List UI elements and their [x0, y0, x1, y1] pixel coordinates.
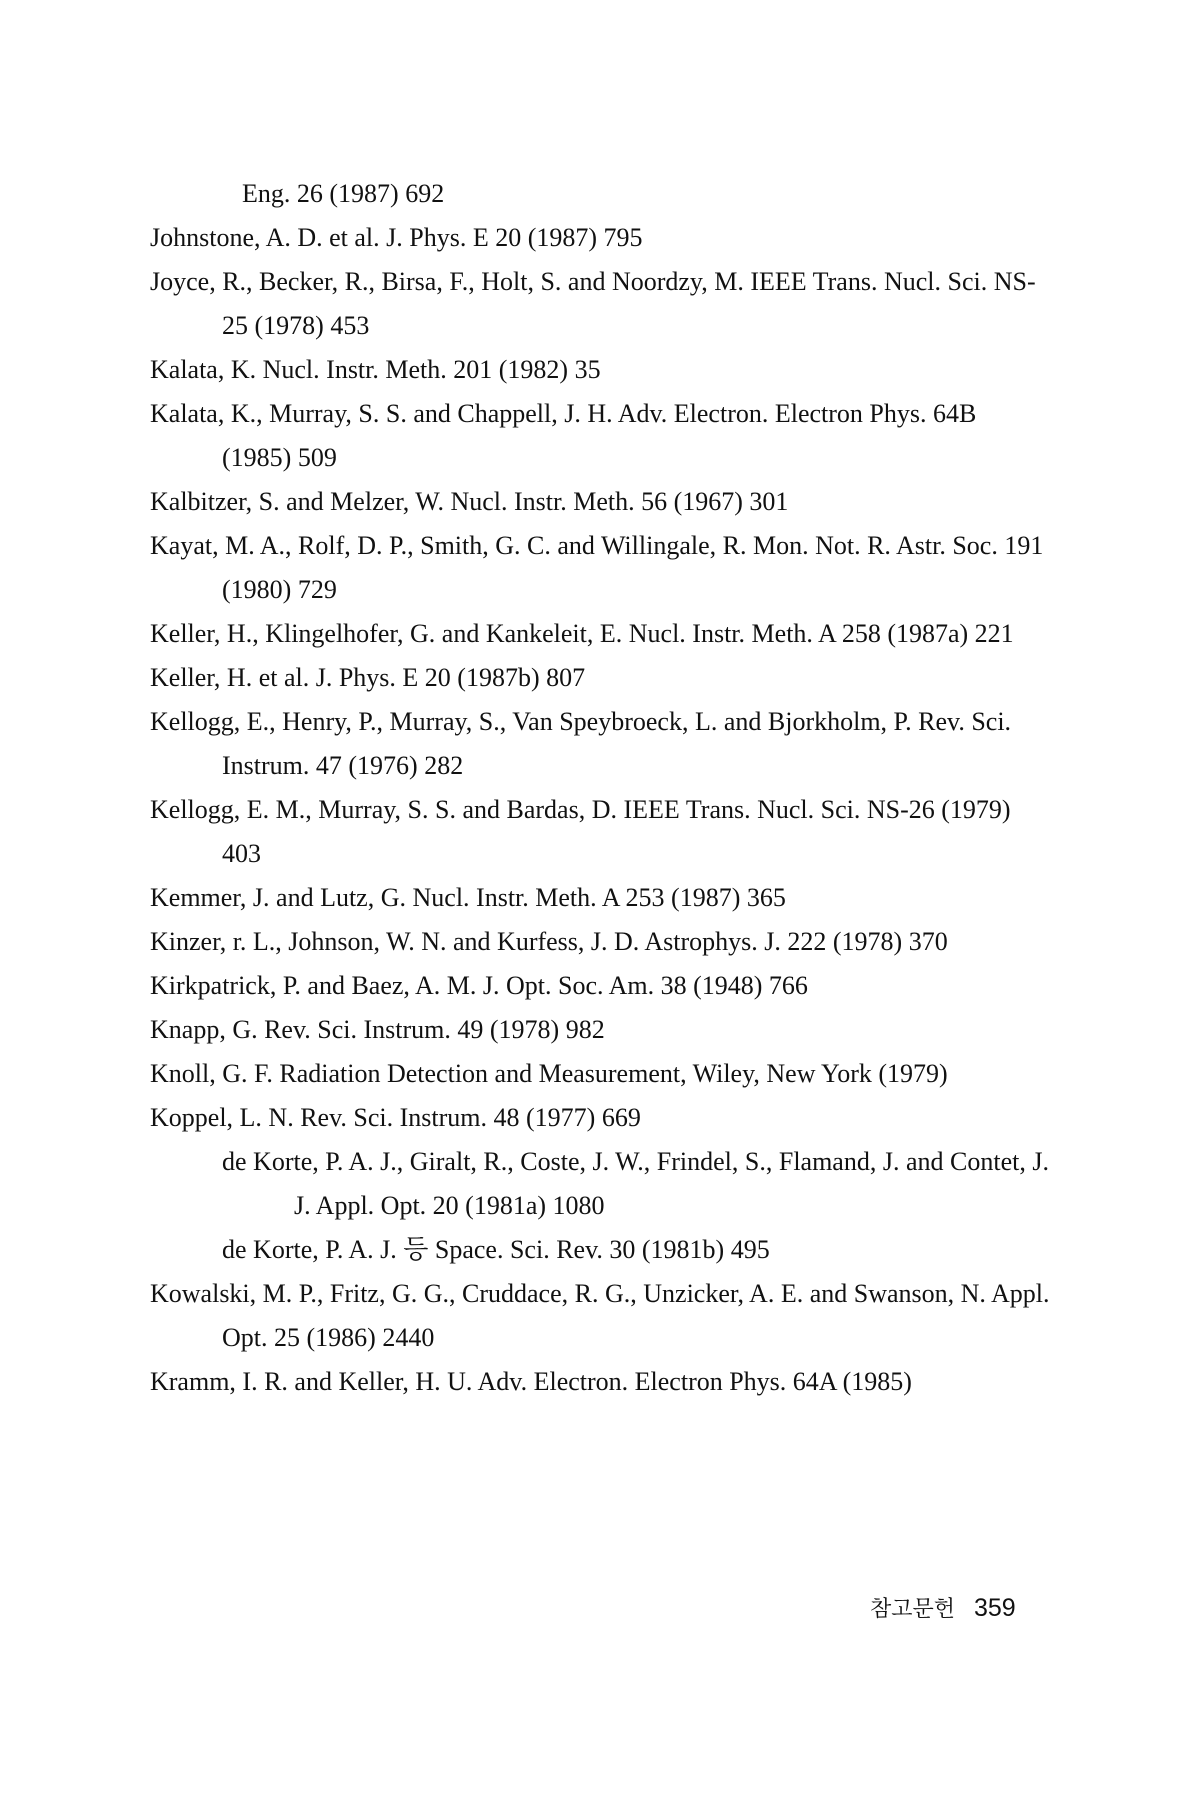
reference-entry: Kalata, K. Nucl. Instr. Meth. 201 (1982) 35: [150, 355, 601, 384]
reference-entry: Koppel, L. N. Rev. Sci. Instrum. 48 (1977) 669: [150, 1103, 641, 1132]
reference-entry: Kalbitzer, S. and Melzer, W. Nucl. Instr. Meth. 56 (1967) 301: [150, 487, 789, 516]
reference-entry: de Korte, P. A. J., Giralt, R., Coste, J. W., Frindel, S., Flamand, J. and Contet, J. J. Appl. Opt. 20 (1981a) 1080: [222, 1147, 1049, 1220]
reference-entry: Keller, H., Klingelhofer, G. and Kankeleit, E. Nucl. Instr. Meth. A 258 (1987a) 221: [150, 619, 1014, 648]
reference-entry: Kramm, I. R. and Keller, H. U. Adv. Electron. Electron Phys. 64A (1985): [150, 1367, 912, 1396]
page-number: 359: [973, 1594, 1016, 1622]
reference-entry: Kirkpatrick, P. and Baez, A. M. J. Opt. Soc. Am. 38 (1948) 766: [150, 971, 808, 1000]
reference-entry: Joyce, R., Becker, R., Birsa, F., Holt, S. and Noordzy, M. IEEE Trans. Nucl. Sci. NS-25 (1978) 453: [150, 267, 1036, 340]
reference-list: [150, 172, 1050, 1404]
reference-entry: Kowalski, M. P., Fritz, G. G., Cruddace, R. G., Unzicker, A. E. and Swanson, N. Appl. Opt. 25 (1986) 2440: [150, 1279, 1050, 1352]
reference-entry: Johnstone, A. D. et al. J. Phys. E 20 (1987) 795: [150, 223, 643, 252]
reference-entry: Kellogg, E. M., Murray, S. S. and Bardas, D. IEEE Trans. Nucl. Sci. NS-26 (1979) 403: [150, 795, 1011, 868]
section-label: 참고문헌: [870, 1597, 956, 1622]
reference-entry: Kellogg, E., Henry, P., Murray, S., Van Speybroeck, L. and Bjorkholm, P. Rev. Sci. Instrum. 47 (1976) 282: [150, 707, 1012, 780]
reference-entry: Kayat, M. A., Rolf, D. P., Smith, G. C. and Willingale, R. Mon. Not. R. Astr. Soc. 191 (1980) 729: [150, 531, 1044, 604]
reference-entry: Eng. 26 (1987) 692: [242, 179, 445, 208]
reference-entry: de Korte, P. A. J. 등 Space. Sci. Rev. 30 (1981b) 495: [222, 1235, 770, 1264]
reference-entry: Knapp, G. Rev. Sci. Instrum. 49 (1978) 982: [150, 1015, 605, 1044]
page-footer: [870, 1592, 1016, 1623]
reference-entry: Kalata, K., Murray, S. S. and Chappell, J. H. Adv. Electron. Electron Phys. 64B (1985) 509: [150, 399, 977, 472]
reference-entry: Keller, H. et al. J. Phys. E 20 (1987b) 807: [150, 663, 586, 692]
reference-entry: Kinzer, r. L., Johnson, W. N. and Kurfess, J. D. Astrophys. J. 222 (1978) 370: [150, 927, 948, 956]
reference-entry: Kemmer, J. and Lutz, G. Nucl. Instr. Meth. A 253 (1987) 365: [150, 883, 786, 912]
reference-entry: Knoll, G. F. Radiation Detection and Measurement, Wiley, New York (1979): [150, 1059, 948, 1088]
